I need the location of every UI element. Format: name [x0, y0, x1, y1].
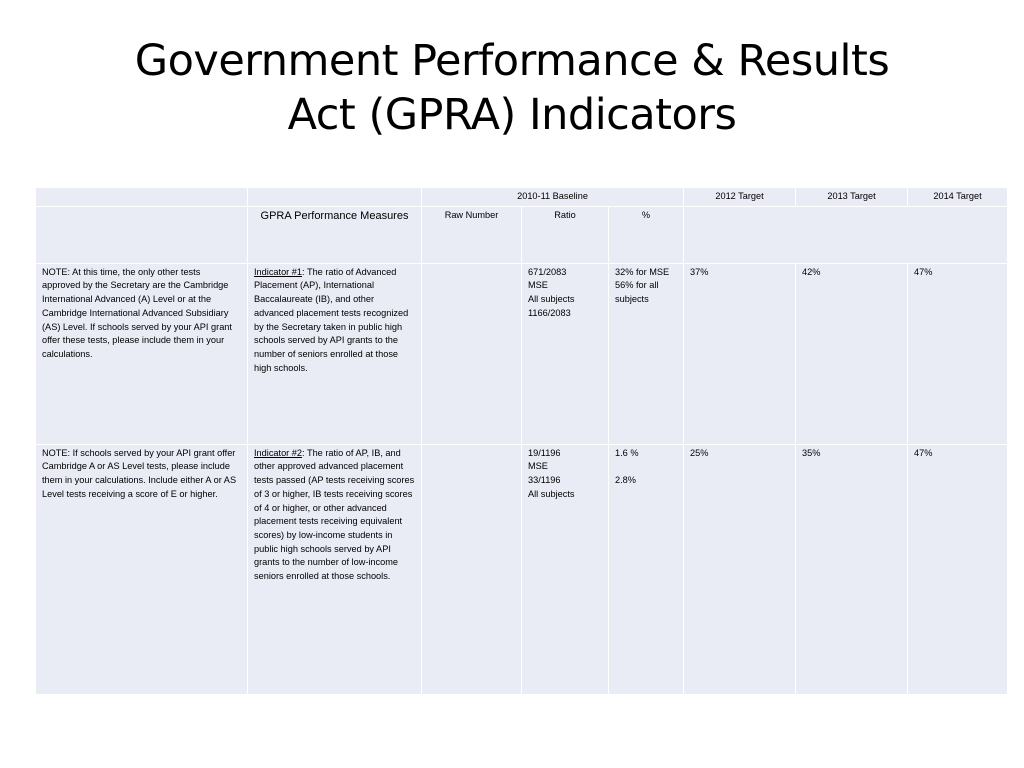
header-performance-measures: GPRA Performance Measures: [248, 206, 422, 263]
raw-number-cell: [422, 444, 522, 694]
raw-number-cell: [422, 263, 522, 444]
indicator-label: Indicator #1: [254, 266, 303, 277]
percent-line: 1.6 %: [615, 447, 639, 458]
table-row-indicator-2: [36, 444, 1008, 694]
table-row-indicator-1: [36, 263, 1008, 444]
header-empty-cell: [248, 188, 422, 207]
header-2013-target: 2013 Target: [796, 188, 908, 207]
ratio-line: 19/1196: [528, 447, 561, 458]
header-2012-target: 2012 Target: [684, 188, 796, 207]
percent-line: 32% for MSE: [615, 266, 670, 277]
header-raw-number: Raw Number: [422, 206, 522, 263]
ratio-line: 671/2083: [528, 266, 567, 277]
percent-cell: [609, 263, 684, 444]
percent-line: 56% for all subjects: [615, 280, 659, 305]
indicator-cell: [248, 263, 422, 444]
header-percent: %: [609, 206, 684, 263]
target-2013-cell: 42%: [796, 263, 908, 444]
target-2012-cell: 37%: [684, 263, 796, 444]
ratio-line: 33/1196: [528, 475, 561, 486]
slide-title-line-1: Government Performance & Results: [134, 36, 890, 86]
ratio-line: All subjects: [528, 294, 575, 305]
header-row-top: [36, 188, 1008, 207]
indicator-text: : The ratio of AP, IB, and other approved advanced placement tests passed (AP tests receiving scores of 3 or higher, IB tests receiving scores of 4 or higher, or other advanced placement tests receiving equivalent scores) by low-income students in public high schools served by API grants to the number of low-income seniors enrolled at those schools.: [254, 447, 415, 582]
slide-title: [0, 34, 1024, 142]
ratio-line: MSE: [528, 461, 548, 472]
gpra-indicators-table: [35, 187, 1008, 695]
target-2014-cell: 47%: [908, 444, 1008, 694]
indicator-cell: [248, 444, 422, 694]
indicator-label: Indicator #2: [254, 447, 303, 458]
percent-line: 2.8%: [615, 475, 636, 486]
ratio-cell: [522, 263, 609, 444]
note-cell: NOTE: If schools served by your API grant offer Cambridge A or AS Level tests, please include them in your calculations. Include either A or AS Level tests receiving a score of E or higher.: [36, 444, 248, 694]
header-empty-cell: [36, 206, 248, 263]
indicator-text: : The ratio of Advanced Placement (AP), International Baccalaureate (IB), and other advanced placement tests recognized by the Secretary taken in public high schools served by API grants to the number of seniors enrolled at those high schools.: [254, 266, 409, 373]
header-empty-targets: [684, 206, 1008, 263]
header-row-sub: [36, 206, 1008, 263]
header-2014-target: 2014 Target: [908, 188, 1008, 207]
note-cell: NOTE: At this time, the only other tests approved by the Secretary are the Cambridge International Advanced (A) Level or at the Cambridge International Advanced Subsidiary (AS) Level. If schools served by your API grant offer these tests, please include them in your calculations.: [36, 263, 248, 444]
target-2012-cell: 25%: [684, 444, 796, 694]
slide-title-line-2: Act (GPRA) Indicators: [287, 90, 737, 140]
percent-spacer: [615, 460, 677, 474]
header-ratio: Ratio: [522, 206, 609, 263]
target-2014-cell: 47%: [908, 263, 1008, 444]
header-empty-cell: [36, 188, 248, 207]
header-baseline: 2010-11 Baseline: [422, 188, 684, 207]
ratio-cell: [522, 444, 609, 694]
ratio-line: All subjects: [528, 488, 575, 499]
ratio-line: MSE: [528, 280, 548, 291]
percent-cell: [609, 444, 684, 694]
target-2013-cell: 35%: [796, 444, 908, 694]
ratio-line: 1166/2083: [528, 307, 571, 318]
